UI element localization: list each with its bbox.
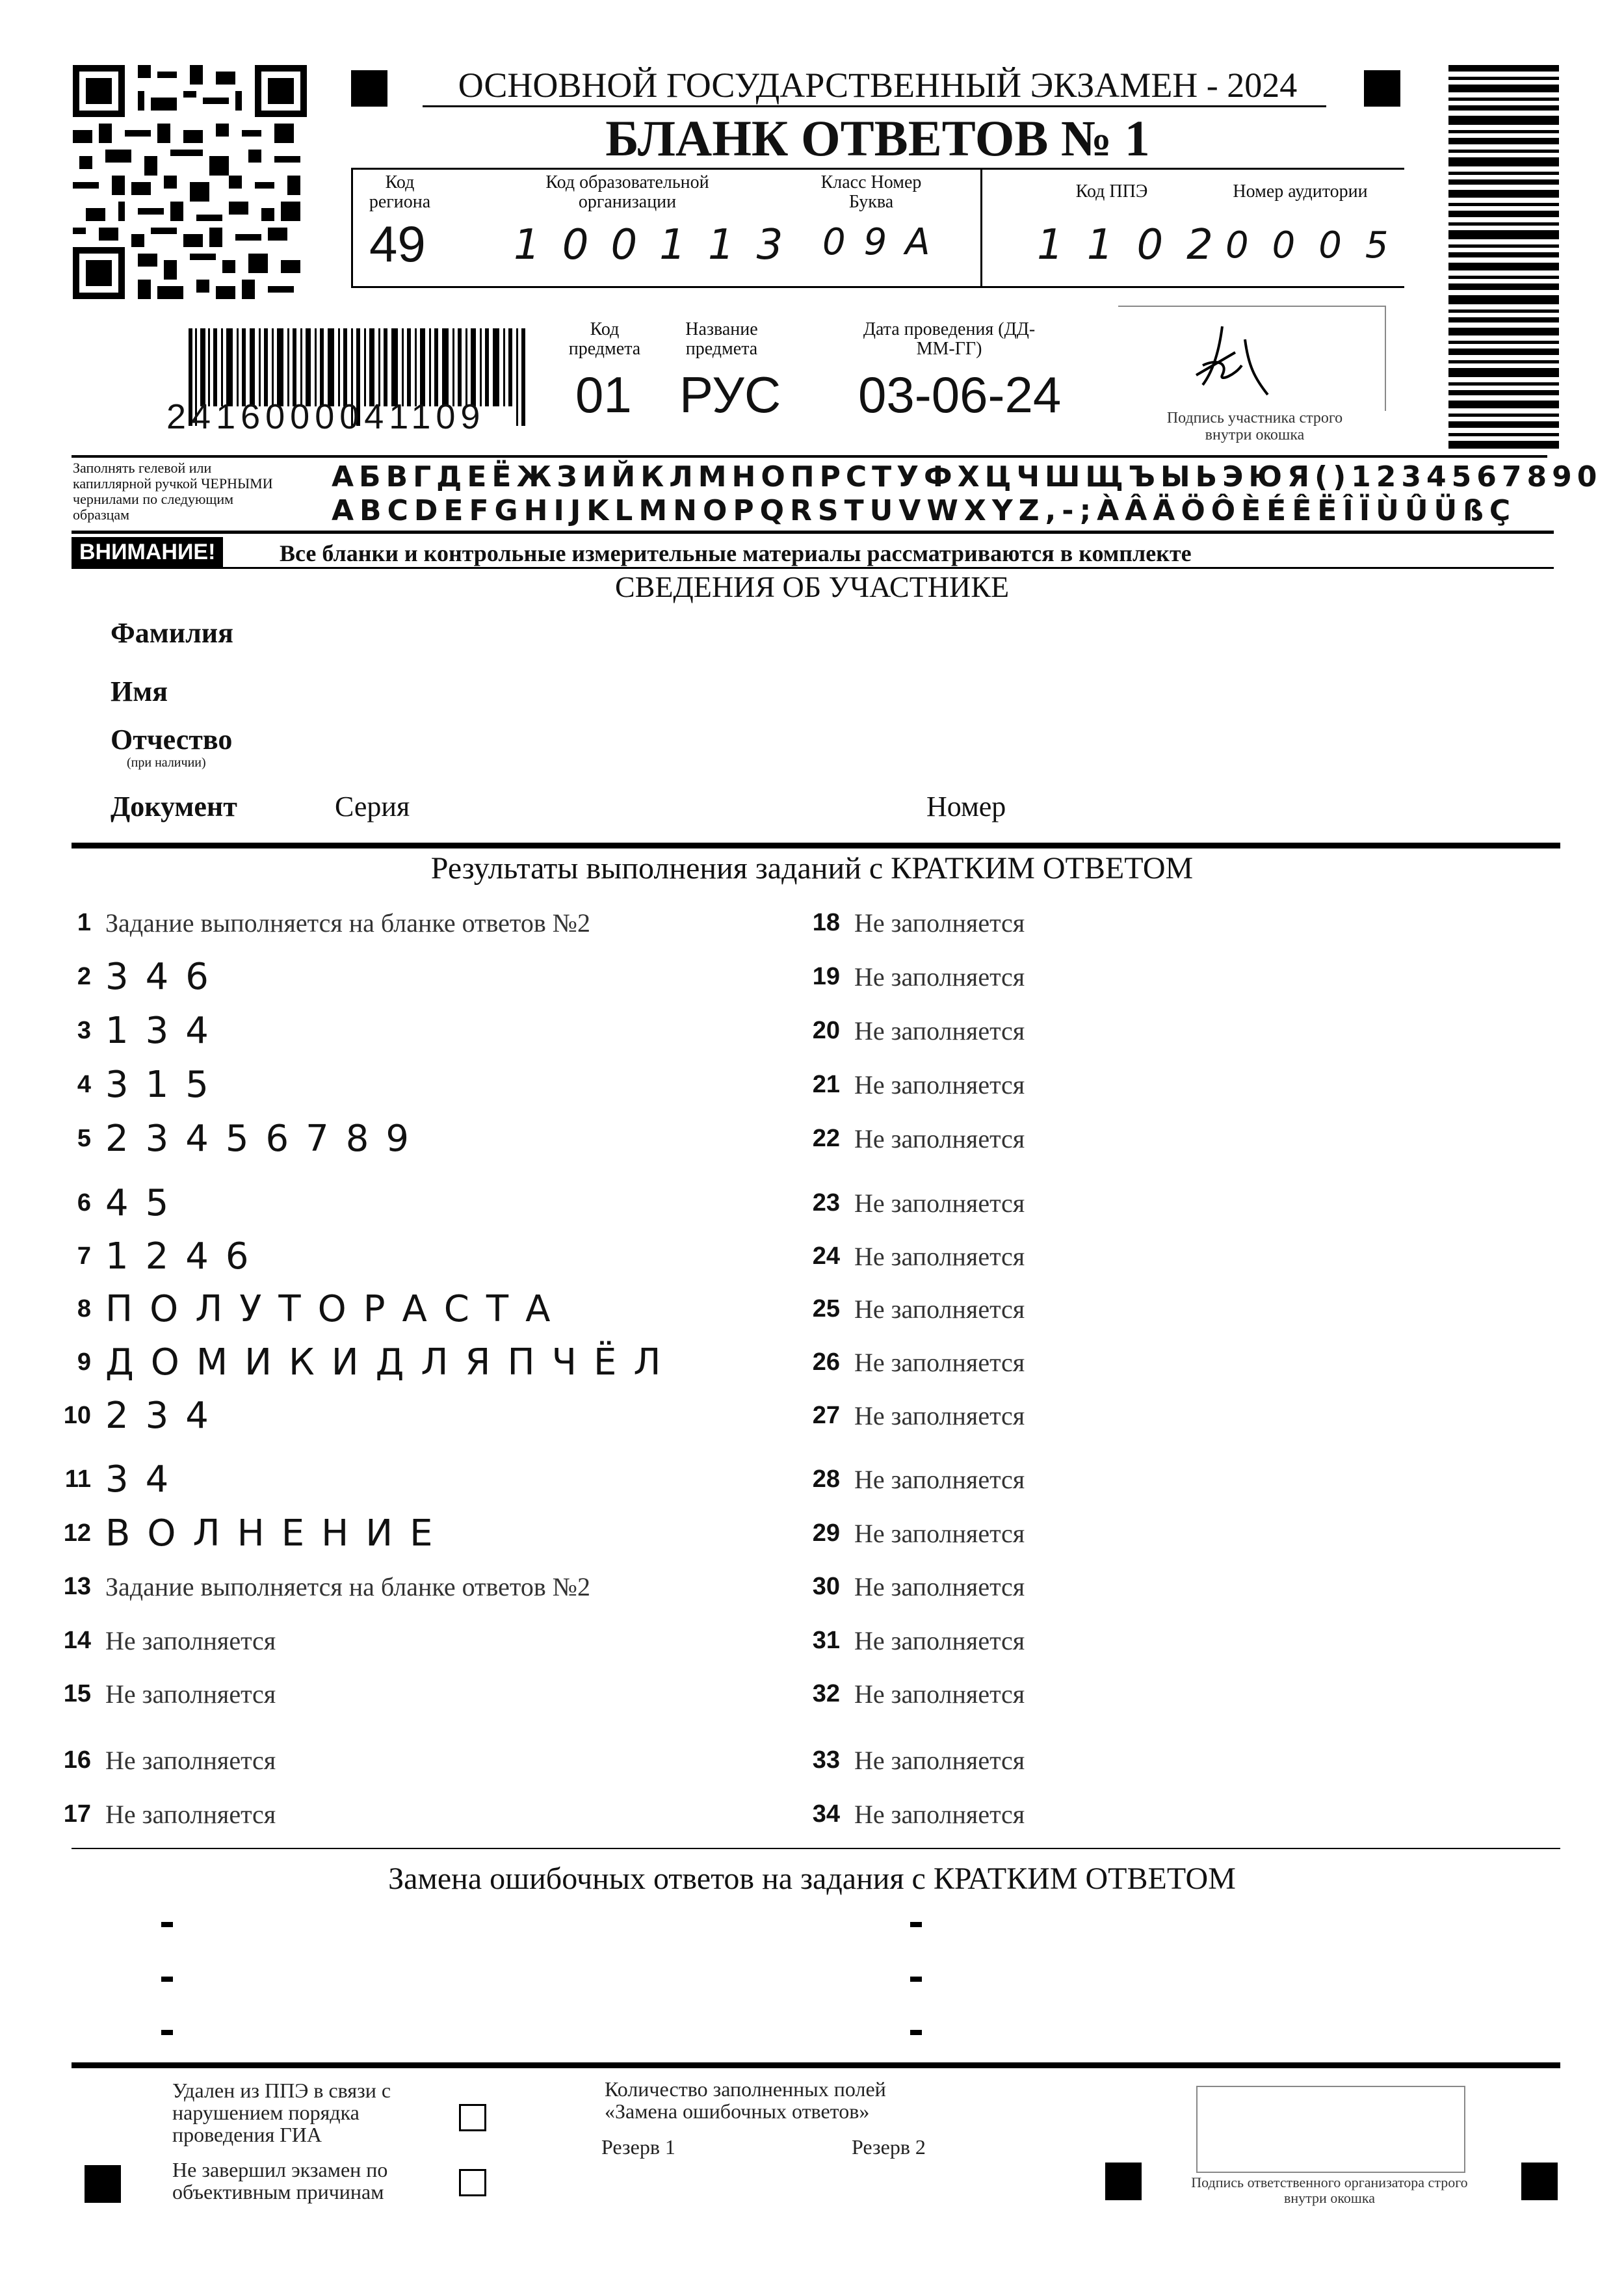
answer-row[interactable] [46,900,590,945]
answer-row[interactable] [794,1671,1025,1716]
task-number: 26 [812,1348,840,1376]
answer-row[interactable] [46,1456,185,1502]
answer-text: Не заполняется [854,962,1025,992]
answer-row[interactable] [46,1510,449,1556]
task-number: 9 [77,1348,91,1376]
task-number: 31 [812,1626,840,1654]
answer-text: Задание выполняется на бланке ответов №2 [105,908,590,938]
answer-row[interactable] [46,1671,276,1716]
answer-row[interactable] [794,1286,1025,1332]
replacement-slot-left-1[interactable] [161,1922,173,1927]
answer-row[interactable] [794,1791,1025,1837]
participant-signature-label: Подпись участника строго внутри окошка [1166,410,1343,443]
class-value: 09А [822,221,949,263]
answer-row[interactable] [46,1339,677,1385]
answer-row[interactable] [794,954,1025,999]
results-top-line [72,843,1560,848]
handwritten-answer: 1246 [105,1235,266,1278]
replacement-slot-right-2[interactable] [910,1977,922,1982]
answer-row[interactable] [46,1791,276,1837]
task-number: 32 [812,1679,840,1707]
answer-row[interactable] [46,1116,426,1161]
footer-top-line [72,2062,1560,2068]
task-number: 8 [77,1295,91,1322]
answer-text: Не заполняется [854,1241,1025,1271]
replacement-title: Замена ошибочных ответов на задания с КРАТКИМ ОТВЕТОМ [388,1861,1236,1896]
codes-divider [980,168,982,288]
answer-row[interactable] [794,1233,1025,1279]
not-finished-label: Не завершил экзамен по объективным причинам [172,2158,388,2203]
results-bottom-line [72,1848,1560,1849]
answer-row[interactable] [794,1339,1025,1385]
task-number: 10 [63,1401,91,1429]
name-label: Имя [111,676,168,707]
sample-instruction: Заполнять гелевой или капиллярной ручкой ЧЕРНЫМИ чернилами по следующим образцам [73,460,273,523]
answer-row[interactable] [46,1286,567,1332]
removed-label: Удален из ППЭ в связи с нарушением порядка проведения ГИА [172,2079,391,2146]
patronymic-note: (при наличии) [127,756,206,770]
room-number-value: 0005 [1225,224,1412,267]
handwritten-answer: ДОМИКИДЛЯПЧЁЛ [105,1341,678,1384]
org-code-value: 100113 [514,221,805,269]
region-code-value: 49 [369,215,426,272]
registration-mark [1364,70,1400,107]
task-number: 14 [63,1626,91,1654]
answer-text: Не заполняется [854,1625,1025,1655]
participant-signature-box[interactable] [1118,306,1386,411]
task-number: 15 [63,1679,91,1707]
task-number: 19 [812,962,840,990]
replacement-slot-left-3[interactable] [161,2030,173,2035]
notice-bottom-line [72,567,1554,569]
codes-left-line [351,168,353,288]
document-series-label: Серия [335,791,410,822]
task-number: 4 [77,1070,91,1098]
document-number-label: Номер [926,791,1006,822]
sample-row-latin: ABCDEFGHIJKLMNOPQRSTUVWXYZ,-;ÀÂÄÖÔÈÉÊËÎÏÙÛÜßÇ [332,494,1517,527]
participant-signature [1183,313,1274,398]
subject-name-label: Название предмета [685,319,758,359]
region-code-label: Код региона [369,172,431,212]
registration-mark [1521,2163,1558,2200]
answer-text: Не заполняется [854,1400,1025,1430]
answer-text: Не заполняется [105,1625,276,1655]
answer-text: Не заполняется [854,1124,1025,1153]
form-title: БЛАНК ОТВЕТОВ № 1 [605,110,1150,166]
exam-title: ОСНОВНОЙ ГОСУДАРСТВЕННЫЙ ЭКЗАМЕН - 2024 [458,66,1298,105]
task-number: 3 [77,1016,91,1044]
task-number: 12 [63,1519,91,1547]
results-title: Результаты выполнения заданий с КРАТКИМ ОТВЕТОМ [430,851,1194,886]
registration-mark [85,2165,121,2203]
sample-row-cyrillic: АБВГДЕЁЖЗИЙКЛМНОПРСТУФХЦЧШЩЪЫЬЭЮЯ()1234567890 [332,460,1603,493]
title-underline [423,105,1326,107]
answer-text: Не заполняется [854,1070,1025,1099]
answer-text: Не заполняется [854,1016,1025,1045]
org-code-label: Код образовательной организации [545,172,709,212]
subject-name-value: РУС [679,366,781,423]
attention-badge: ВНИМАНИЕ! [72,537,223,567]
replacement-slot-right-1[interactable] [910,1922,922,1927]
answer-row[interactable] [794,1008,1025,1053]
answer-text: Не заполняется [854,1679,1025,1709]
codes-bottom-line [351,286,1404,288]
answer-row[interactable] [46,1180,185,1226]
ppe-code-label: Код ППЭ [1075,181,1148,202]
answer-row[interactable] [46,1008,226,1053]
not-finished-checkbox[interactable] [459,2169,486,2196]
answer-row[interactable] [46,1393,226,1438]
answer-text: Не заполняется [854,1518,1025,1548]
answer-text: Не заполняется [105,1679,276,1709]
answer-row[interactable] [46,1062,226,1107]
answer-row[interactable] [46,954,226,999]
answer-text: Не заполняется [854,1294,1025,1324]
task-number: 7 [77,1242,91,1270]
task-number: 30 [812,1572,840,1600]
sample-top-line [72,455,1547,458]
answer-text: Не заполняется [854,1464,1025,1494]
patronymic-label: Отчество [111,724,233,756]
barcode-number: 2416000041109 [166,397,486,436]
answer-text: Не заполняется [854,908,1025,938]
document-label: Документ [111,791,237,822]
task-number: 16 [63,1746,91,1774]
removed-checkbox[interactable] [459,2104,486,2131]
answer-text: Не заполняется [854,1347,1025,1377]
participant-section-title: СВЕДЕНИЯ ОБ УЧАСТНИКЕ [614,570,1010,603]
task-number: 13 [63,1572,91,1600]
answer-text: Не заполняется [854,1799,1025,1829]
answer-text: Не заполняется [105,1745,276,1775]
answer-row[interactable] [794,900,1025,945]
answer-row[interactable] [46,1564,590,1609]
qr-code [73,65,307,299]
answer-text: Задание выполняется на бланке ответов №2 [105,1571,590,1601]
task-number: 23 [812,1189,840,1216]
registration-mark [1105,2163,1142,2200]
reserve-1-label: Резерв 1 [601,2135,675,2159]
handwritten-answer: 134 [105,1009,226,1052]
attention-text: Все бланки и контрольные измерительные материалы рассматриваются в комплекте [280,540,1192,566]
replacement-slot-left-2[interactable] [161,1977,173,1982]
answer-row[interactable] [794,1618,1025,1663]
subject-code-value: 01 [575,366,632,423]
answer-row[interactable] [46,1233,266,1279]
reserve-2-label: Резерв 2 [852,2135,926,2159]
exam-date-value: 03-06-24 [858,366,1062,423]
task-number: 33 [812,1746,840,1774]
task-number: 18 [812,908,840,936]
task-number: 20 [812,1016,840,1044]
notice-top-line [72,531,1554,534]
handwritten-answer: ПОЛУТОРАСТА [105,1287,568,1330]
exam-date-label: Дата проведения (ДД-ММ-ГГ) [863,319,1036,359]
handwritten-answer: 23456789 [105,1117,426,1160]
handwritten-answer: ВОЛНЕНИЕ [105,1512,450,1555]
answer-row[interactable] [46,1618,276,1663]
task-number: 25 [812,1295,840,1322]
class-label: Класс Номер Буква [820,172,922,212]
replacement-count-label: Количество заполненных полей «Замена ошибочных ответов» [605,2077,886,2123]
task-number: 29 [812,1519,840,1547]
replacement-slot-right-3[interactable] [910,2030,922,2035]
task-number: 34 [812,1800,840,1828]
room-number-label: Номер аудитории [1233,181,1368,202]
handwritten-answer: 34 [105,1458,186,1501]
surname-label: Фамилия [111,617,233,649]
answer-text: Не заполняется [854,1188,1025,1218]
task-number: 6 [77,1189,91,1216]
answer-text: Не заполняется [854,1571,1025,1601]
answer-row[interactable] [46,1737,276,1783]
answer-row[interactable] [794,1456,1025,1502]
answer-row[interactable] [794,1393,1025,1438]
answer-row[interactable] [794,1564,1025,1609]
answer-row[interactable] [794,1062,1025,1107]
handwritten-answer: 45 [105,1181,186,1224]
handwritten-answer: 315 [105,1063,226,1106]
task-number: 28 [812,1465,840,1493]
codes-top-line [351,168,1404,170]
task-number: 1 [77,908,91,936]
responsible-signature-label: Подпись ответственного организатора строго внутри окошка [1191,2174,1468,2206]
task-number: 2 [77,962,91,990]
task-number: 21 [812,1070,840,1098]
task-number: 11 [64,1465,91,1493]
answer-row[interactable] [794,1510,1025,1556]
responsible-signature-box[interactable] [1196,2086,1465,2173]
task-number: 17 [63,1800,91,1828]
answer-text: Не заполняется [105,1799,276,1829]
subject-code-label: Код предмета [568,319,641,359]
answer-row[interactable] [794,1737,1025,1783]
answer-row[interactable] [794,1116,1025,1161]
task-number: 5 [77,1124,91,1152]
answer-row[interactable] [794,1180,1025,1226]
ppe-code-value: 1102 [1037,221,1237,269]
task-number: 22 [812,1124,840,1152]
answer-text: Не заполняется [854,1745,1025,1775]
side-barcode [1448,65,1559,449]
registration-mark [351,70,387,107]
handwritten-answer: 234 [105,1394,226,1437]
task-number: 27 [812,1401,840,1429]
handwritten-answer: 346 [105,955,226,998]
task-number: 24 [812,1242,840,1270]
